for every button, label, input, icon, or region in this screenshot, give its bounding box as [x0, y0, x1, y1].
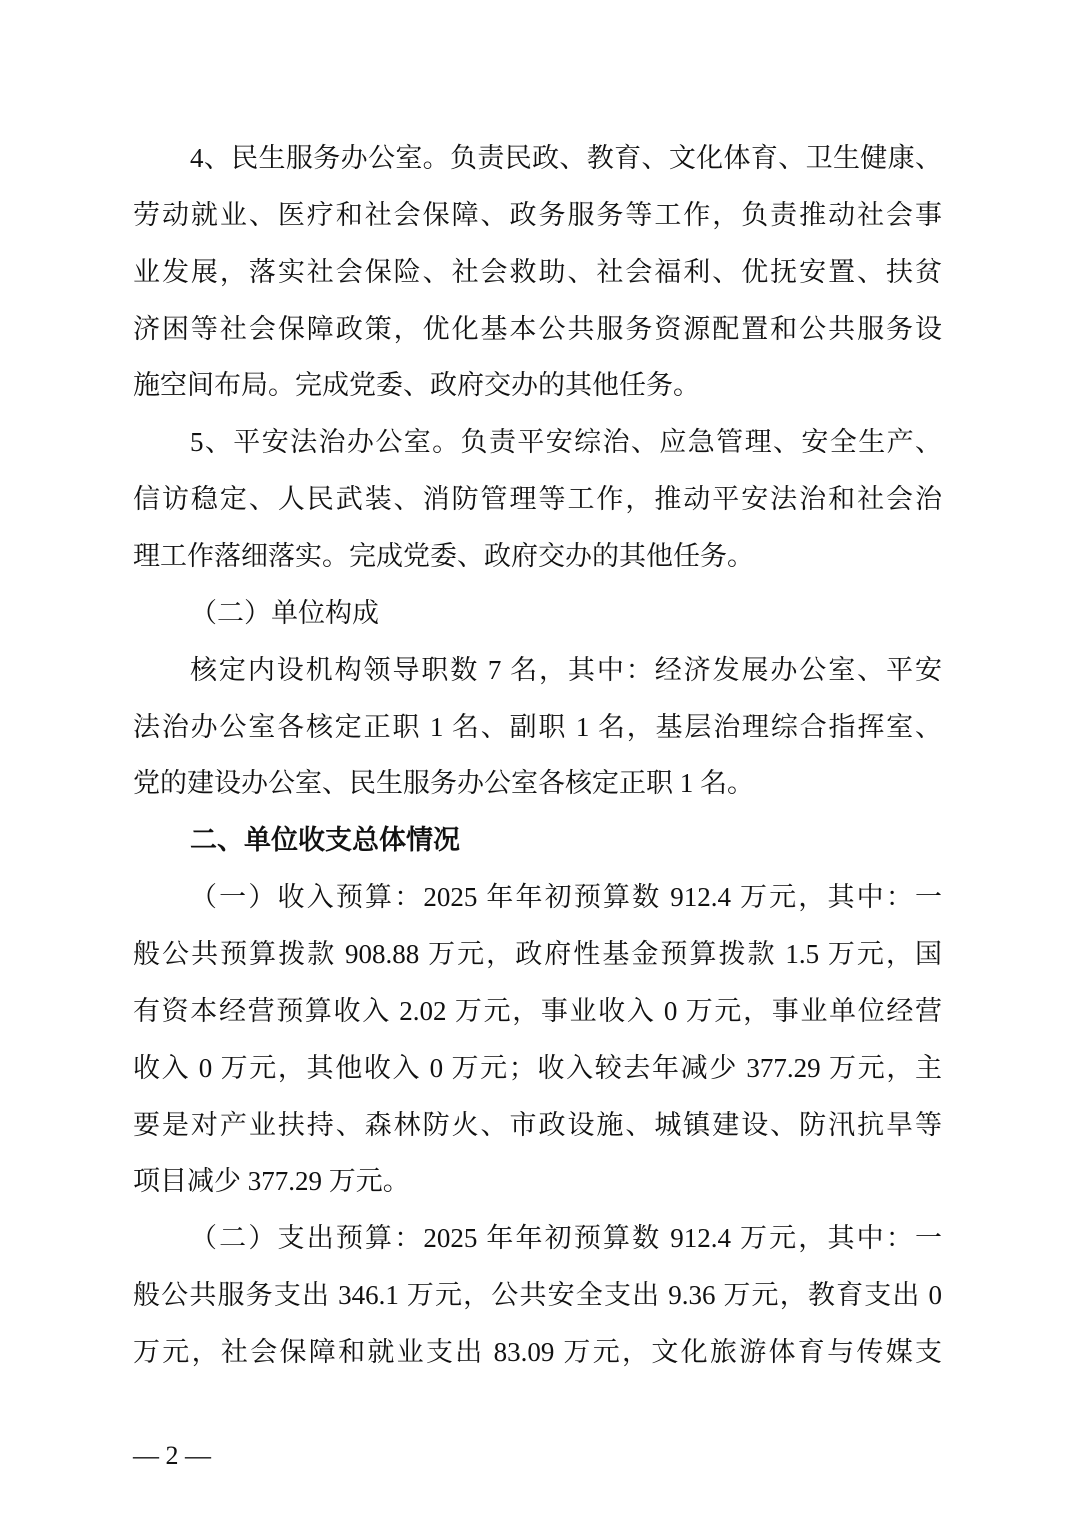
text-line: 劳动就业、医疗和社会保障、政务服务等工作，负责推动社会事 [133, 199, 942, 230]
text-line: 党的建设办公室、民生服务办公室各核定正职 1 名。 [133, 768, 754, 799]
text-line: 有资本经营预算收入 2.02 万元，事业收入 0 万元，事业单位经营 [133, 995, 942, 1026]
paragraph-pingan-office [133, 414, 942, 585]
text-line: 要是对产业扶持、森林防火、市政设施、城镇建设、防汛抗旱等 [133, 1109, 942, 1140]
text-line: 理工作落细落实。完成党委、政府交办的其他任务。 [133, 541, 754, 572]
text-line: 核定内设机构领导职数 7 名，其中：经济发展办公室、平安 [190, 654, 942, 685]
paragraph-unit-composition [133, 642, 942, 813]
body-text [133, 130, 942, 1381]
text-line: （一）收入预算：2025 年年初预算数 912.4 万元，其中：一 [190, 882, 942, 913]
text-line: （二）单位构成 [190, 597, 379, 628]
section-heading-budget-overview [133, 812, 942, 869]
text-line: 信访稳定、人民武装、消防管理等工作，推动平安法治和社会治 [133, 484, 942, 515]
text-line: 项目减少 377.29 万元。 [133, 1166, 410, 1197]
text-line: （二）支出预算：2025 年年初预算数 912.4 万元，其中：一 [190, 1223, 942, 1254]
text-line: 5、平安法治办公室。负责平安综治、应急管理、安全生产、 [190, 427, 942, 458]
paragraph-expenditure-budget [133, 1210, 942, 1381]
text-line: 法治办公室各核定正职 1 名、副职 1 名，基层治理综合指挥室、 [133, 711, 942, 742]
text-line: 万元，社会保障和就业支出 83.09 万元，文化旅游体育与传媒支 [133, 1337, 942, 1368]
text-line: 济困等社会保障政策，优化基本公共服务资源配置和公共服务设 [133, 313, 942, 344]
text-line: 施空间布局。完成党委、政府交办的其他任务。 [133, 370, 700, 401]
text-line: 般公共预算拨款 908.88 万元，政府性基金预算拨款 1.5 万元，国 [133, 939, 942, 970]
text-line: 业发展，落实社会保险、社会救助、社会福利、优抚安置、扶贫 [133, 256, 942, 287]
page-number: — 2 — [133, 1441, 211, 1470]
paragraph-income-budget [133, 869, 942, 1210]
subheading-unit-composition [133, 585, 942, 642]
paragraph-minsheng-office [133, 130, 942, 414]
text-line: 般公共服务支出 346.1 万元，公共安全支出 9.36 万元，教育支出 0 [133, 1280, 942, 1311]
text-line: 收入 0 万元，其他收入 0 万元；收入较去年减少 377.29 万元，主 [133, 1052, 942, 1083]
text-line: 二、单位收支总体情况 [190, 825, 460, 856]
text-line: 4、民生服务办公室。负责民政、教育、文化体育、卫生健康、 [190, 143, 942, 173]
